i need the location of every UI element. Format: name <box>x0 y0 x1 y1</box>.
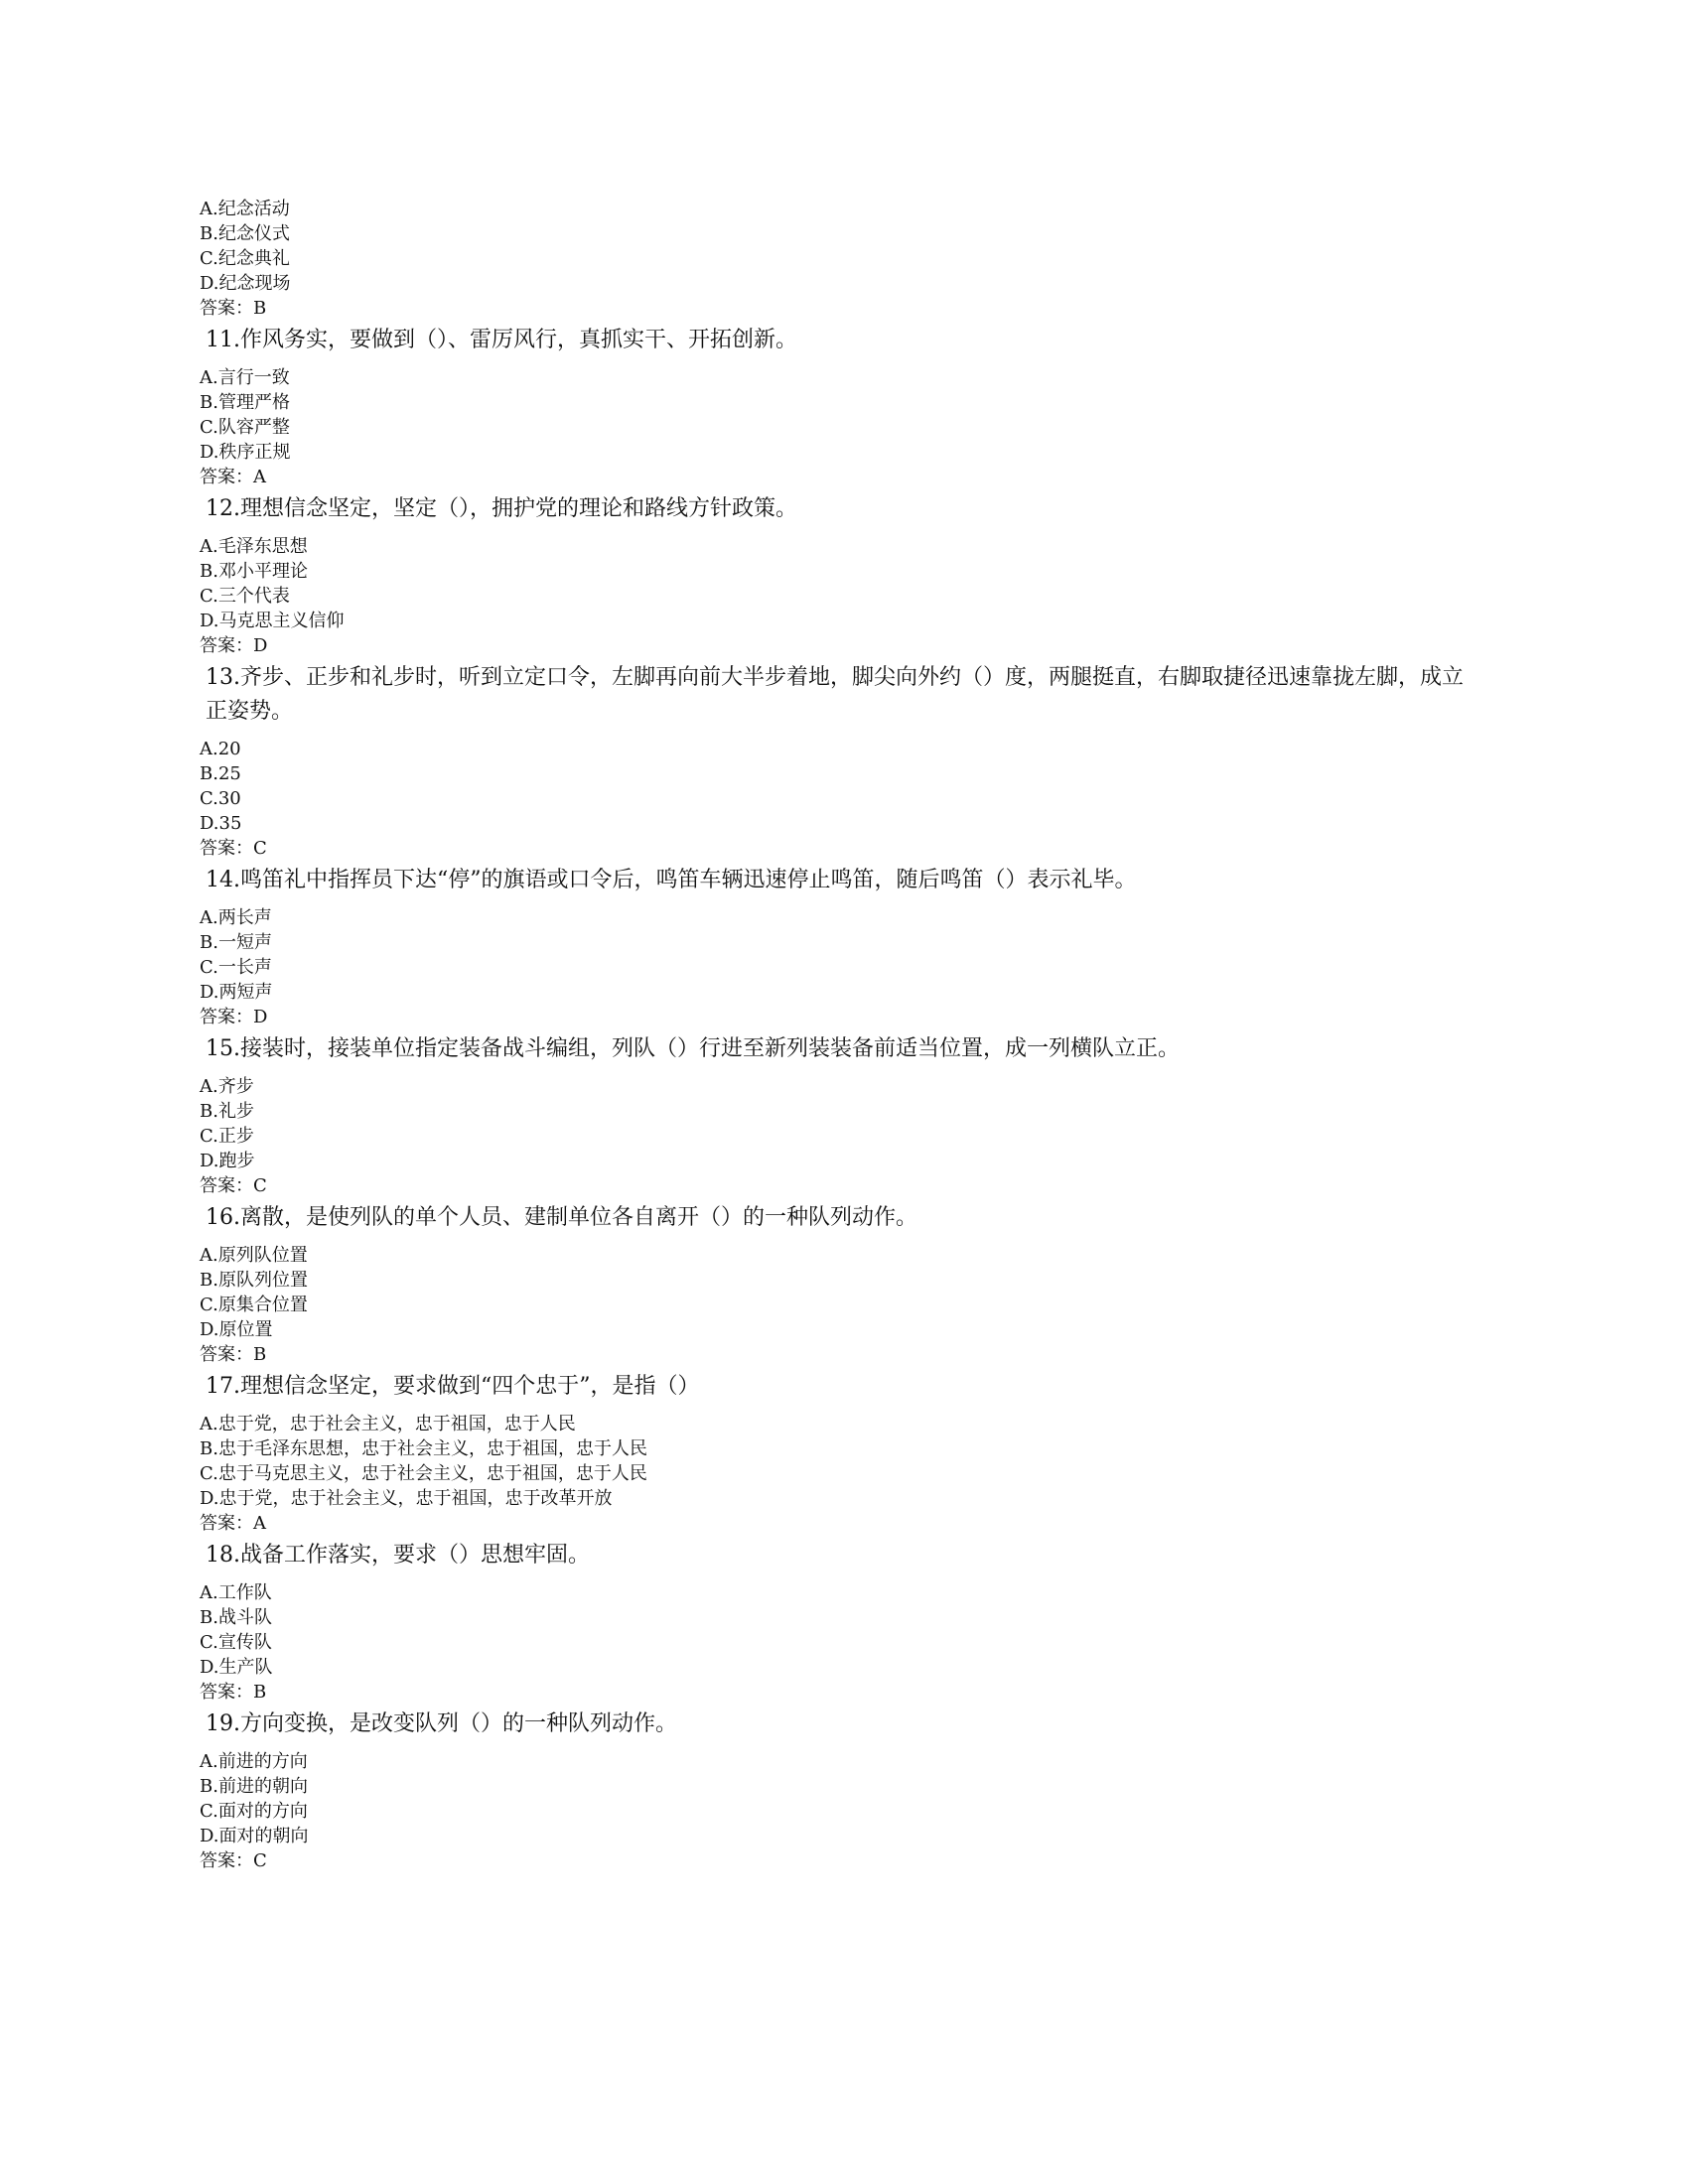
option-b: B.前进的朝向 <box>200 1776 308 1797</box>
option-a: A.齐步 <box>200 1076 254 1097</box>
option-d: D.秩序正规 <box>200 442 291 463</box>
answer-line: 答案：D <box>200 635 268 656</box>
option-d: D.面对的朝向 <box>200 1826 309 1846</box>
question-15 <box>200 1032 1490 1198</box>
option-b: B.邓小平理论 <box>200 561 308 582</box>
option-b: B.礼步 <box>200 1101 254 1122</box>
option-c: C.忠于马克思主义，忠于社会主义，忠于祖国，忠于人民 <box>200 1463 647 1484</box>
question-text: 11.作风务实，要做到（）、雷厉风行，真抓实干、开拓创新。 <box>206 328 797 352</box>
question-13 <box>200 661 1490 861</box>
question-text: 16.离散，是使列队的单个人员、建制单位各自离开（）的一种队列动作。 <box>206 1205 917 1230</box>
question-text: 18.战备工作落实，要求（）思想牢固。 <box>206 1543 590 1568</box>
question-text: 13.齐步、正步和礼步时，听到立定口令，左脚再向前大半步着地，脚尖向外约（）度，两腿挺直，右脚取捷径迅速靠拢左脚，成立正姿势。 <box>206 665 1464 724</box>
answer-line: 答案：C <box>200 838 267 859</box>
option-a: A.工作队 <box>200 1582 272 1603</box>
option-b: B.纪念仪式 <box>200 223 290 244</box>
question-16 <box>200 1201 1490 1367</box>
option-d: D.两短声 <box>200 982 273 1003</box>
option-c: C.正步 <box>200 1126 254 1147</box>
option-b: B.战斗队 <box>200 1607 272 1628</box>
option-c: C.面对的方向 <box>200 1801 308 1822</box>
option-c: C.队容严整 <box>200 417 290 438</box>
option-a: A.20 <box>200 739 241 759</box>
answer-line: 答案：A <box>200 467 266 487</box>
option-a: A.纪念活动 <box>200 199 290 219</box>
preceding-question-block <box>200 197 1490 321</box>
option-a: A.两长声 <box>200 907 272 928</box>
option-d: D.35 <box>200 813 242 834</box>
option-c: C.原集合位置 <box>200 1295 308 1315</box>
question-19 <box>200 1707 1490 1873</box>
option-b: B.忠于毛泽东思想，忠于社会主义，忠于祖国，忠于人民 <box>200 1438 647 1459</box>
question-11 <box>200 324 1490 489</box>
question-text: 17.理想信念坚定，要求做到“四个忠于”，是指（） <box>206 1374 700 1399</box>
option-d: D.马克思主义信仰 <box>200 611 345 631</box>
question-12 <box>200 492 1490 658</box>
answer-line: 答案：D <box>200 1007 268 1027</box>
answer-line: 答案：B <box>200 298 267 319</box>
option-b: B.原队列位置 <box>200 1270 308 1291</box>
question-text: 15.接装时，接装单位指定装备战斗编组，列队（）行进至新列装装备前适当位置，成一列横队立正。 <box>206 1036 1180 1061</box>
option-a: A.毛泽东思想 <box>200 536 308 557</box>
option-c: C.纪念典礼 <box>200 248 290 269</box>
option-d: D.纪念现场 <box>200 273 291 294</box>
question-text: 19.方向变换，是改变队列（）的一种队列动作。 <box>206 1711 677 1736</box>
option-d: D.忠于党，忠于社会主义，忠于祖国，忠于改革开放 <box>200 1488 613 1509</box>
option-a: A.言行一致 <box>200 367 290 388</box>
question-14 <box>200 864 1490 1029</box>
option-a: A.前进的方向 <box>200 1751 308 1772</box>
answer-line: 答案：B <box>200 1682 267 1703</box>
question-text: 12.理想信念坚定，坚定（），拥护党的理论和路线方针政策。 <box>206 496 797 521</box>
answer-line: 答案：C <box>200 1850 267 1871</box>
option-b: B.一短声 <box>200 932 272 953</box>
option-a: A.忠于党，忠于社会主义，忠于祖国，忠于人民 <box>200 1414 576 1434</box>
option-c: C.一长声 <box>200 957 272 978</box>
option-c: C.30 <box>200 788 241 809</box>
question-18 <box>200 1539 1490 1705</box>
option-c: C.宣传队 <box>200 1632 272 1653</box>
answer-line: 答案：B <box>200 1344 267 1365</box>
option-c: C.三个代表 <box>200 586 290 607</box>
option-b: B.管理严格 <box>200 392 290 413</box>
option-d: D.跑步 <box>200 1151 255 1171</box>
option-b: B.25 <box>200 763 241 784</box>
answer-line: 答案：A <box>200 1513 266 1534</box>
option-d: D.原位置 <box>200 1319 273 1340</box>
question-17 <box>200 1370 1490 1536</box>
answer-line: 答案：C <box>200 1175 267 1196</box>
question-text: 14.鸣笛礼中指挥员下达“停”的旗语或口令后，鸣笛车辆迅速停止鸣笛，随后鸣笛（）表示礼毕。 <box>206 868 1137 892</box>
option-a: A.原列队位置 <box>200 1245 308 1266</box>
document-body <box>200 197 1490 1873</box>
option-d: D.生产队 <box>200 1657 273 1678</box>
